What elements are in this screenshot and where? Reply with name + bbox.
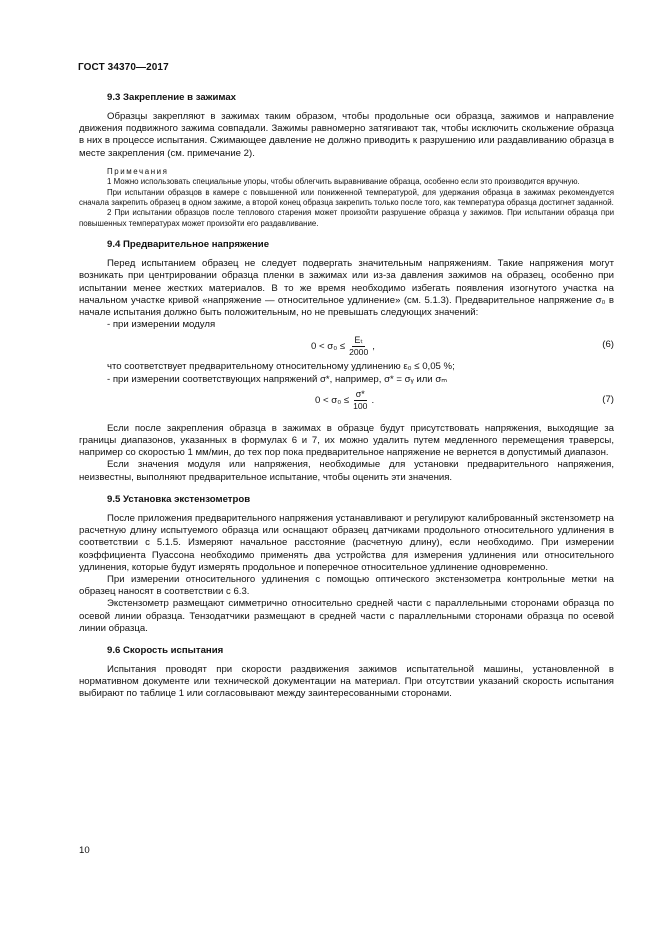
formula-6-number: (6) (602, 339, 614, 351)
document-code: ГОСТ 34370—2017 (78, 62, 169, 73)
section-9-5-paragraph-2: При измерении относительного удлинения с помощью оптического экстензометра контрольные метки на образец наносят в соответствии с 6.3. (79, 573, 614, 598)
formula-6-fraction (347, 335, 370, 358)
notes-title: Примечания (107, 166, 169, 176)
list-item-stress: - при измерении соответствующих напряжений σ*, например, σ* = σᵧ или σₘ (107, 373, 448, 385)
list-item-modulus: - при измерении модуля (107, 319, 216, 331)
formula-7-number: (7) (602, 393, 614, 405)
section-9-3-paragraph: Образцы закрепляют в зажимах таким образом, чтобы продольные оси образца, зажимов и направление движения подвижного зажима совпадали. Зажимы равномерно затягивают так, чтобы исключить скольжение образца в них в процессе испытания. Сжимающее давление не должно приводить к разрушению или раздавливанию образца в месте закрепления (см. примечание 2). (79, 111, 614, 159)
section-9-4-heading: 9.4 Предварительное напряжение (107, 239, 270, 251)
formula-6-left: 0 < σ₀ ≤ (311, 340, 346, 352)
page-content (79, 92, 614, 701)
section-9-3-heading: 9.3 Закрепление в зажимах (107, 92, 237, 103)
formula-7-left: 0 < σ₀ ≤ (315, 395, 350, 407)
formula-7-denominator: 100 (353, 401, 368, 412)
page-number: 10 (79, 845, 90, 856)
formula-6 (79, 331, 614, 361)
section-9-4-paragraph-3: Если значения модуля или напряжения, необходимые для установки предварительного напряжения, неизвестны, выполняют предварительное испытание, чтобы оценить эти значения. (79, 459, 614, 483)
formula-7-tail: . (371, 395, 375, 407)
formula-6-denominator: 2000 (349, 346, 369, 357)
section-9-6-heading: 9.6 Скорость испытания (107, 644, 224, 656)
section-9-4-paragraph-2: Если после закрепления образца в зажимах в образце будут присутствовать напряжения, выходящие за границы диапазонов, указанных в формулах 6 и 7, их можно удалить путем медленного перемещения траверсы, например со скоростью 1 мм/мин, до тех пор пока предварительное напряжение не вернется в допустимый диапазон. (79, 422, 614, 459)
formula-7-fraction (351, 389, 369, 412)
section-9-6-paragraph: Испытания проводят при скорости раздвижения зажимов испытательной машины, установленной в нормативном документе или технической документации на материал. При отсутствии указаний скорость испытания выбирают по таблице 1 или согласовывают между заинтересованными сторонами. (79, 663, 614, 700)
note-1: 1 Можно использовать специальные упоры, чтобы облегчить выравнивание образца, особенно если это производится вручную. (107, 177, 580, 187)
section-9-5-heading: 9.5 Установка экстензометров (107, 493, 251, 505)
section-9-4-paragraph-1: Перед испытанием образец не следует подвергать значительным напряжениям. Такие напряжения могут возникать при центрировании образца пленки в зажимах или из-за давления зажимов на образец, особенно при испытании менее жестких материалов. В то же время необходимо избегать появления изогнутого участка на начальном участке кривой «напряжение — относительное удлинение» (см. 5.1.3). Предварительное напряжение σ₀ в начале испытания должно быть положительным, но не превышать следующих значений: (79, 258, 614, 319)
formula-6-numerator: Eₜ (354, 334, 363, 345)
section-9-5-paragraph-1: После приложения предварительного напряжения устанавливают и регулируют калиброванный экстензометр на расчетную длину испытуемого образца или оснащают образец датчиками продольного относительного удлинения в соответствии с 5.1.5. Измеряют начальное расстояние (расчетную длину), если необходимо. При измерении коэффициента Пуассона необходимо применять два устройства для измерения удлинения или относительного удлинения, которые будут измерять продольное и поперечное относительное удлинение одновременно. (79, 512, 614, 573)
formula-7-numerator: σ* (355, 389, 365, 400)
section-9-5-paragraph-3: Экстензометр размещают симметрично относительно средней части с параллельными сторонами образца по осевой линии образца. Тензодатчики размещают в средней части с параллельными сторонами образца по осевой линии образца. (79, 598, 614, 634)
note-2: 2 При испытании образцов после теплового старения может произойти разрушение образца у зажимов. При испытании образца при повышенных температурах может произойти его раздавливание. (79, 208, 614, 228)
formula-6-tail: , (372, 340, 375, 352)
formula-7 (79, 386, 614, 416)
text-after-formula-6: что соответствует предварительному относительному удлинению ε₀ ≤ 0,05 %; (107, 361, 455, 373)
note-1-continued: При испытании образцов в камере с повышенной или пониженной температурой, для удержания образца в зажимах рекомендуется сначала закрепить образец в одном зажиме, а второй конец образца закрепить только после того, как температура образца достигнет заданной. (79, 187, 614, 208)
